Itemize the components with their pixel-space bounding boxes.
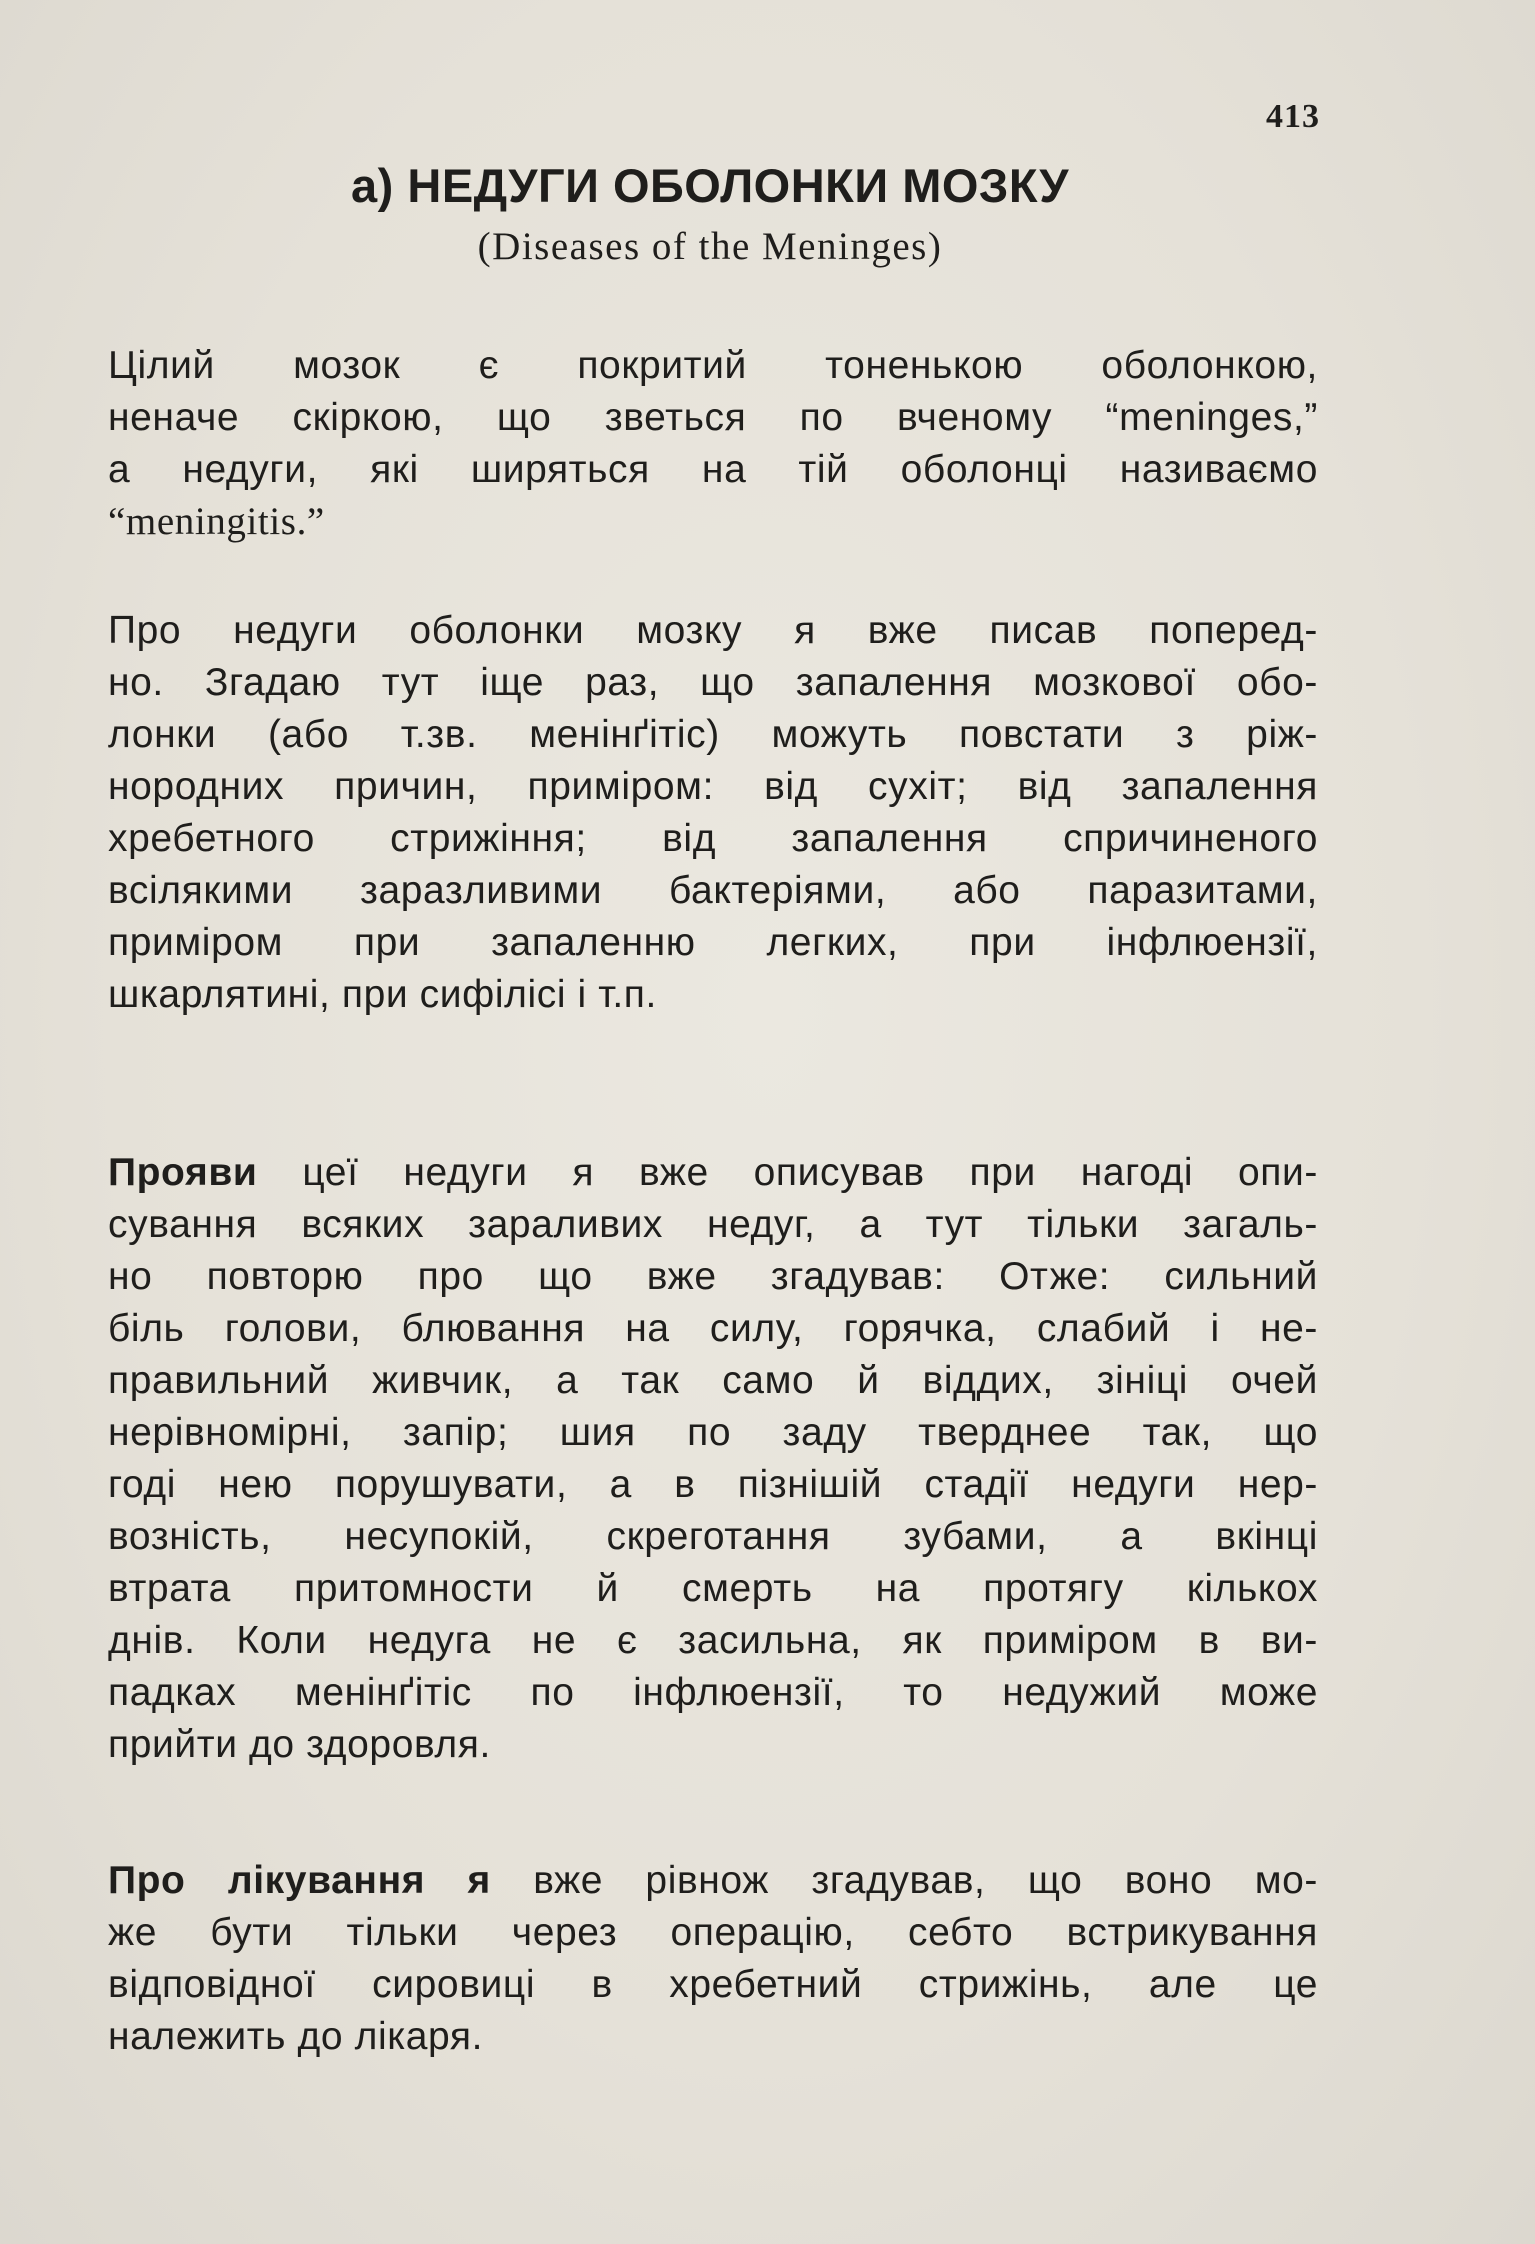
paragraph-line: хребетного стрижіння; від запалення спричиненого [108, 817, 1318, 860]
paragraph-line: “meningitis.” [108, 500, 325, 543]
paragraph-lead-term: Прояви [108, 1151, 258, 1194]
paragraph-line: відповідної сировиці в хребетний стрижінь, але це [108, 1963, 1318, 2006]
paragraph-line: днів. Коли недуга не є засильна, як приміром в ви- [108, 1619, 1318, 1662]
paragraph-line: втрата притомности й смерть на протягу кількох [108, 1567, 1318, 1610]
paragraph-line: Цілий мозок є покритий тоненькою оболонкою, [108, 344, 1318, 387]
paragraph-meninges-intro [108, 340, 1318, 548]
section-subheading: (Diseases of the Meninges) [477, 225, 943, 268]
paragraph-first-line [108, 1855, 1318, 1907]
paragraph-first-line [108, 1147, 1318, 1199]
paragraph-first-line-rest: вже рівнож згадував, що воно мо- [533, 1859, 1318, 1902]
paragraph-first-line-rest: цеї недуги я вже описував при нагоді опи- [302, 1151, 1319, 1194]
paragraph-line: біль голови, блювання на силу, горячка, слабий і не- [108, 1307, 1318, 1350]
paragraph-line: но. Згадаю тут іще раз, що запалення мозкової обо- [108, 661, 1318, 704]
section-heading: а) НЕДУГИ ОБОЛОНКИ МОЗКУ [351, 159, 1069, 212]
paragraph-line: правильний живчик, а так само й віддих, зініці очей [108, 1359, 1318, 1402]
paragraph-line: приміром при запаленню легких, при інфлюензії, [108, 921, 1318, 964]
paragraph-line: прийти до здоровля. [108, 1723, 491, 1766]
paragraph-lead-term: Про лікування я [108, 1859, 491, 1902]
paragraph-line: лонки (або т.зв. менінґітіс) можуть повстати з ріж- [108, 713, 1318, 756]
paragraph-line: нерівномірні, запір; шия по заду тверднее так, що [108, 1411, 1318, 1454]
paragraph-line: падках менінґітіс по інфлюензії, то недужий може [108, 1671, 1318, 1714]
paragraph-causes [108, 605, 1318, 1021]
paragraph-line: годі нею порушувати, а в пізнішій стадії недуги нер- [108, 1463, 1318, 1506]
paragraph-line: Про недуги оболонки мозку я вже писав поперед- [108, 609, 1318, 652]
paragraph-symptoms [108, 1147, 1318, 1771]
paragraph-line: же бути тільки через операцію, себто встрикування [108, 1911, 1318, 1954]
paragraph-line: належить до лікаря. [108, 2015, 484, 2058]
paragraph-line: сування всяких зараливих недуг, а тут тільки загаль- [108, 1203, 1318, 1246]
paragraph-line: всілякими заразливими бактеріями, або паразитами, [108, 869, 1318, 912]
paragraph-line: неначе скіркою, що зветься по вченому “meninges,” [108, 396, 1318, 439]
paragraph-treatment [108, 1855, 1318, 2063]
paragraph-line: но повторю про що вже згадував: Отже: сильний [108, 1255, 1318, 1298]
page-number: 413 [1266, 98, 1320, 135]
paragraph-line: нородних причин, приміром: від сухіт; від запалення [108, 765, 1318, 808]
paragraph-line: шкарлятині, при сифілісі і т.п. [108, 973, 657, 1016]
paragraph-line: возність, несупокій, скреготання зубами, а вкінці [108, 1515, 1318, 1558]
paragraph-line: а недуги, які ширяться на тій оболонці називаємо [108, 448, 1318, 491]
